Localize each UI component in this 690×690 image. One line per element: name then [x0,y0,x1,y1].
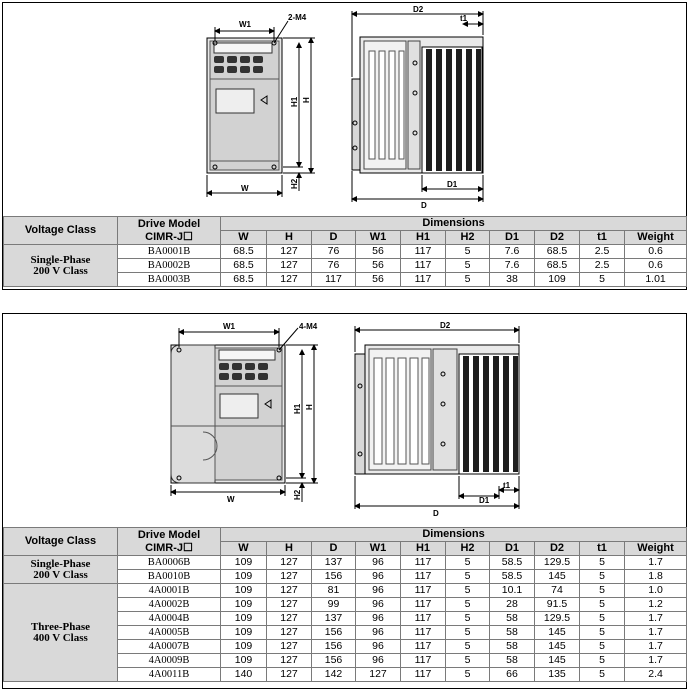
label-t1: t1 [460,14,468,23]
column-headers: W H D W1 H1 H2 D1 D2 t1 Weight [4,231,687,245]
label-w1: W1 [239,20,251,29]
header-dimensions: Dimensions [221,217,687,231]
table-row: Single-Phase 200 V Class BA0006B 109 127 137 96 117 5 58.5 129.5 5 1.7 [4,556,687,570]
table-row: 4A0004B 109 127 137 96 117 5 58 129.5 5 1.7 [4,612,687,626]
label-d: D [421,201,427,210]
group-single-phase-200v: Single-Phase 200 V Class [4,245,118,287]
label-h: H [305,404,314,410]
column-headers: W H D W1 H1 H2 D1 D2 t1 Weight [4,542,687,556]
label-h1: H1 [290,96,299,107]
label-h2: H2 [293,489,302,500]
dimension-panel-small [2,2,687,290]
label-w1: W1 [223,322,235,331]
group-single-phase-200v: Single-Phase 200 V Class [4,556,118,584]
label-mount-holes: 4-M4 [299,322,318,331]
table-row: 4A0011B 140 127 142 127 117 5 66 135 5 2.4 [4,668,687,682]
label-mount-holes: 2-M4 [288,13,307,22]
label-d1: D1 [479,496,490,505]
table-row: BA0002B 68.5 127 76 56 117 5 7.6 68.5 2.5 0.6 [4,259,687,273]
label-h1: H1 [293,403,302,414]
label-h: H [302,97,311,103]
header-voltage-class: Voltage Class [4,217,118,245]
dimensions-table-small [3,216,687,287]
table-row: 4A0005B 109 127 156 96 117 5 58 145 5 1.7 [4,626,687,640]
drawing-small-frame [3,3,686,215]
side-view [352,37,483,173]
table-row: 4A0007B 109 127 156 96 117 5 58 145 5 1.7 [4,640,687,654]
label-t1: t1 [503,481,511,490]
label-w: W [241,184,249,193]
table-row: 4A0009B 109 127 156 96 117 5 58 145 5 1.7 [4,654,687,668]
header-drive-model: Drive Model CIMR-J☐ [118,528,221,556]
front-view [171,345,285,483]
group-three-phase-400v: Three-Phase 400 V Class [4,584,118,682]
label-d: D [433,509,439,518]
label-d1: D1 [447,180,458,189]
label-d2: D2 [440,321,451,330]
header-drive-model: Drive Model CIMR-J☐ [118,217,221,245]
side-view [355,345,519,474]
table-row: 4A0002B 109 127 99 96 117 5 28 91.5 5 1.2 [4,598,687,612]
drawing-large-frame [3,314,686,526]
table-row: Three-Phase 400 V Class 4A0001B 109 127 81 96 117 5 10.1 74 5 1.0 [4,584,687,598]
header-voltage-class: Voltage Class [4,528,118,556]
table-row: BA0003B 68.5 127 117 56 117 5 38 109 5 1.01 [4,273,687,287]
table-row: BA0010B 109 127 156 96 117 5 58.5 145 5 1.8 [4,570,687,584]
header-dimensions: Dimensions [221,528,687,542]
label-d2: D2 [413,5,424,14]
table-row: Single-Phase 200 V Class BA0001B 68.5 127 76 56 117 5 7.6 68.5 2.5 0.6 [4,245,687,259]
dimensions-table-large [3,527,687,682]
dimension-panel-large [2,313,687,689]
front-view [207,38,282,173]
label-h2: H2 [290,178,299,189]
label-w: W [227,495,235,504]
